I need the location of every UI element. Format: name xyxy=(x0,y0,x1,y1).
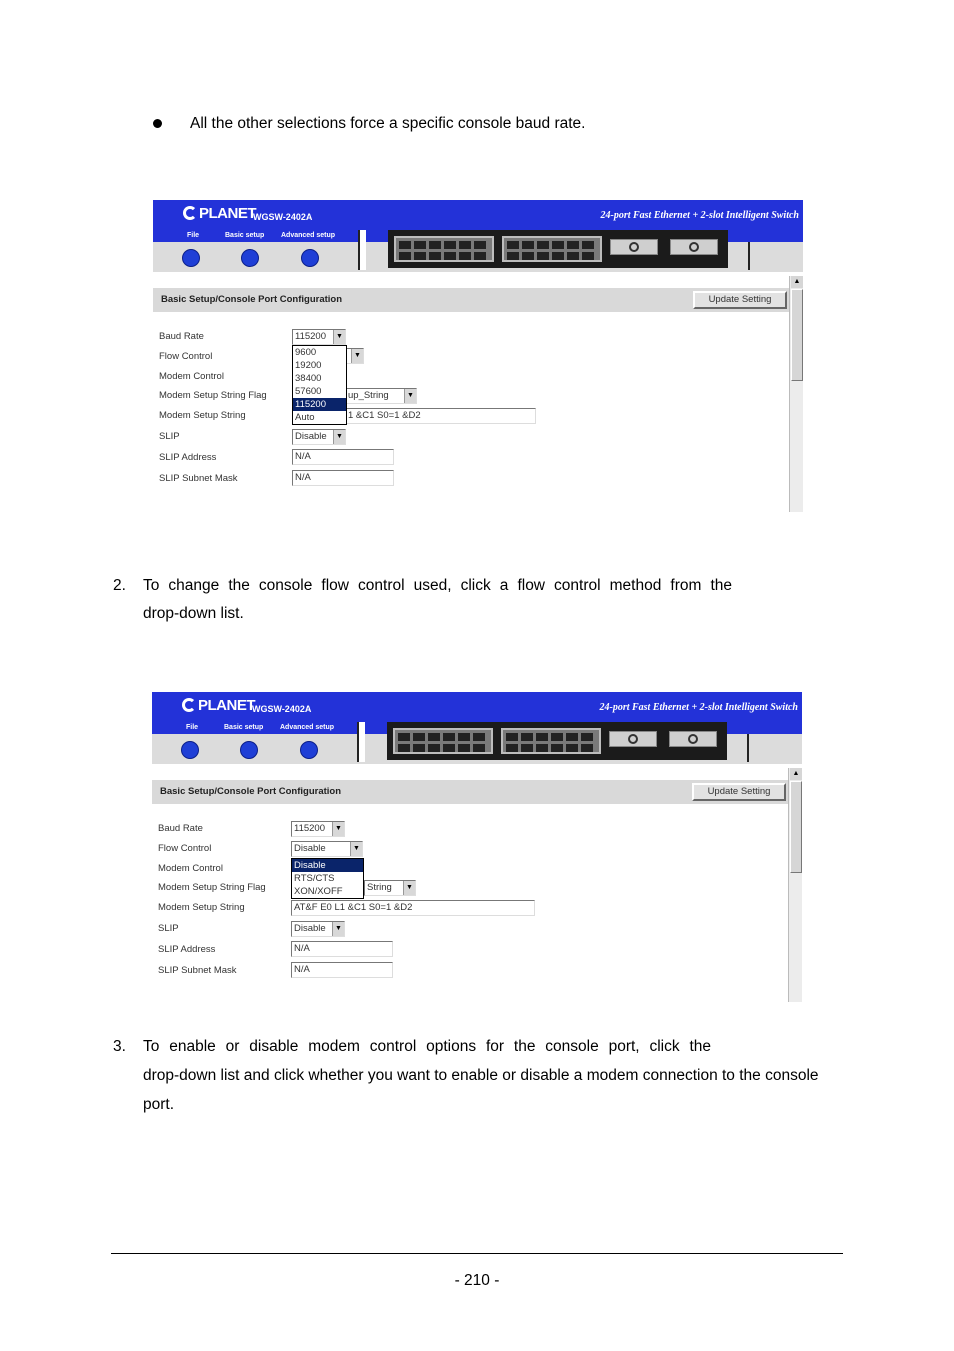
label-baud-rate: Baud Rate xyxy=(158,823,203,834)
module-slot-2 xyxy=(670,239,718,255)
bullet-dot xyxy=(153,119,162,128)
basic-setup-nav-button[interactable] xyxy=(241,249,259,267)
label-modem-control: Modem Control xyxy=(158,863,223,874)
label-slip-subnet-mask: SLIP Subnet Mask xyxy=(159,473,238,484)
scroll-thumb[interactable] xyxy=(791,289,803,381)
dropdown-arrow-icon[interactable]: ▼ xyxy=(333,430,345,444)
scroll-up-icon[interactable]: ▲ xyxy=(790,768,802,780)
flow-option-selected[interactable]: Disable xyxy=(292,859,363,872)
port-block-2 xyxy=(501,728,601,754)
menu-file[interactable]: File xyxy=(186,724,199,731)
modem-setup-flag-select[interactable]: up_String ▼ xyxy=(345,388,417,404)
model-name: WGSW-2402A xyxy=(252,704,312,714)
advanced-setup-nav-button[interactable] xyxy=(301,249,319,267)
advanced-setup-nav-button[interactable] xyxy=(300,741,318,759)
dropdown-arrow-icon[interactable]: ▼ xyxy=(332,822,344,836)
menu-bar xyxy=(152,722,357,734)
baud-option[interactable]: 57600 xyxy=(295,386,322,397)
update-setting-button[interactable]: Update Setting xyxy=(692,783,786,801)
label-slip-address: SLIP Address xyxy=(159,452,217,463)
screenshot-baud-rate xyxy=(153,200,803,512)
label-modem-setup-string: Modem Setup String xyxy=(158,902,245,913)
planet-logo: PLANET xyxy=(182,697,255,714)
dropdown-arrow-icon[interactable]: ▼ xyxy=(350,842,362,856)
flow-option[interactable]: RTS/CTS xyxy=(294,873,335,884)
module-slot-1 xyxy=(610,239,658,255)
basic-setup-nav-button[interactable] xyxy=(240,741,258,759)
slip-select[interactable]: Disable ▼ xyxy=(292,429,346,445)
baud-option[interactable]: Auto xyxy=(295,412,315,423)
label-slip: SLIP xyxy=(158,923,179,934)
baud-option[interactable]: 19200 xyxy=(295,360,322,371)
tagline: 24-port Fast Ethernet + 2-slot Intelligent Switch xyxy=(600,210,799,221)
dropdown-arrow-icon[interactable]: ▼ xyxy=(404,389,416,403)
menu-basic-setup[interactable]: Basic setup xyxy=(224,724,264,731)
scroll-thumb[interactable] xyxy=(790,781,802,873)
label-modem-control: Modem Control xyxy=(159,371,224,382)
step-text-line: port. xyxy=(143,1096,175,1113)
file-nav-button[interactable] xyxy=(181,741,199,759)
vertical-scrollbar[interactable] xyxy=(788,768,802,1002)
menu-file[interactable]: File xyxy=(187,232,200,239)
label-baud-rate: Baud Rate xyxy=(159,331,204,342)
port-block-2 xyxy=(502,236,602,262)
baud-option[interactable]: 38400 xyxy=(295,373,322,384)
page-title: Basic Setup/Console Port Configuration xyxy=(160,786,342,797)
title-bar xyxy=(153,288,789,312)
tagline: 24-port Fast Ethernet + 2-slot Intelligent Switch xyxy=(599,702,798,713)
baud-rate-select[interactable]: 115200 ▼ xyxy=(291,821,345,837)
flow-control-dropdown-list[interactable] xyxy=(291,858,364,899)
label-modem-setup-flag: Modem Setup String Flag xyxy=(159,390,267,401)
planet-logo: PLANET xyxy=(183,205,256,222)
step-text-line: drop-down list and click whether you want to enable or disable a modem connection to the console xyxy=(143,1067,819,1084)
baud-option[interactable]: 9600 xyxy=(295,347,317,358)
label-slip: SLIP xyxy=(159,431,180,442)
step-text-line: To enable or disable modem control options for the console port, click the xyxy=(143,1038,711,1055)
label-slip-subnet-mask: SLIP Subnet Mask xyxy=(158,965,237,976)
dropdown-arrow-icon[interactable]: ▼ xyxy=(333,330,345,344)
port-block-1 xyxy=(393,728,493,754)
scroll-up-icon[interactable]: ▲ xyxy=(791,276,803,288)
slip-address-input[interactable]: N/A xyxy=(291,941,393,957)
file-nav-button[interactable] xyxy=(182,249,200,267)
baud-rate-dropdown-list[interactable] xyxy=(292,345,347,425)
footer-rule xyxy=(111,1253,843,1254)
dropdown-arrow-icon[interactable]: ▼ xyxy=(403,881,415,895)
slip-subnet-mask-input[interactable]: N/A xyxy=(291,962,393,978)
title-bar xyxy=(152,780,788,804)
module-slot-1 xyxy=(609,731,657,747)
flow-control-select[interactable]: Disable ▼ xyxy=(291,841,363,857)
slip-address-input[interactable]: N/A xyxy=(292,449,394,465)
modem-setup-string-input[interactable]: 1 &C1 S0=1 &D2 xyxy=(345,408,536,424)
module-slot-2 xyxy=(669,731,717,747)
step-text-line: drop-down list. xyxy=(143,605,244,622)
baud-rate-select[interactable]: 115200 ▼ xyxy=(292,329,346,345)
step-text-line: To change the console flow control used, click a flow control method from the xyxy=(143,577,732,594)
page-number: - 210 - xyxy=(454,1272,500,1289)
slip-subnet-mask-input[interactable]: N/A xyxy=(292,470,394,486)
modem-setup-string-input[interactable]: AT&F E0 L1 &C1 S0=1 &D2 xyxy=(291,900,535,916)
vertical-scrollbar[interactable] xyxy=(789,276,803,512)
menu-basic-setup[interactable]: Basic setup xyxy=(225,232,265,239)
dropdown-arrow-icon[interactable]: ▼ xyxy=(351,349,363,363)
step-number: 2. xyxy=(113,577,126,594)
label-flow-control: Flow Control xyxy=(158,843,212,854)
update-setting-button[interactable]: Update Setting xyxy=(693,291,787,309)
flow-option[interactable]: XON/XOFF xyxy=(294,886,343,897)
baud-option-selected[interactable]: 115200 xyxy=(293,398,346,411)
slip-select[interactable]: Disable ▼ xyxy=(291,921,345,937)
page-title: Basic Setup/Console Port Configuration xyxy=(161,294,343,305)
label-modem-setup-string: Modem Setup String xyxy=(159,410,246,421)
dropdown-arrow-icon[interactable]: ▼ xyxy=(332,922,344,936)
screenshot-flow-control xyxy=(152,692,802,1002)
label-modem-setup-flag: Modem Setup String Flag xyxy=(158,882,266,893)
label-slip-address: SLIP Address xyxy=(158,944,216,955)
label-flow-control: Flow Control xyxy=(159,351,213,362)
step-number: 3. xyxy=(113,1038,126,1055)
menu-advanced-setup[interactable]: Advanced setup xyxy=(280,724,335,731)
modem-setup-flag-select[interactable]: String ▼ xyxy=(364,880,416,896)
menu-advanced-setup[interactable]: Advanced setup xyxy=(281,232,336,239)
port-block-1 xyxy=(394,236,494,262)
switch-front-panel xyxy=(388,230,728,268)
menu-bar xyxy=(153,230,358,242)
model-name: WGSW-2402A xyxy=(253,212,313,222)
switch-front-panel xyxy=(387,722,727,760)
bullet-text: All the other selections force a specific console baud rate. xyxy=(190,115,586,132)
